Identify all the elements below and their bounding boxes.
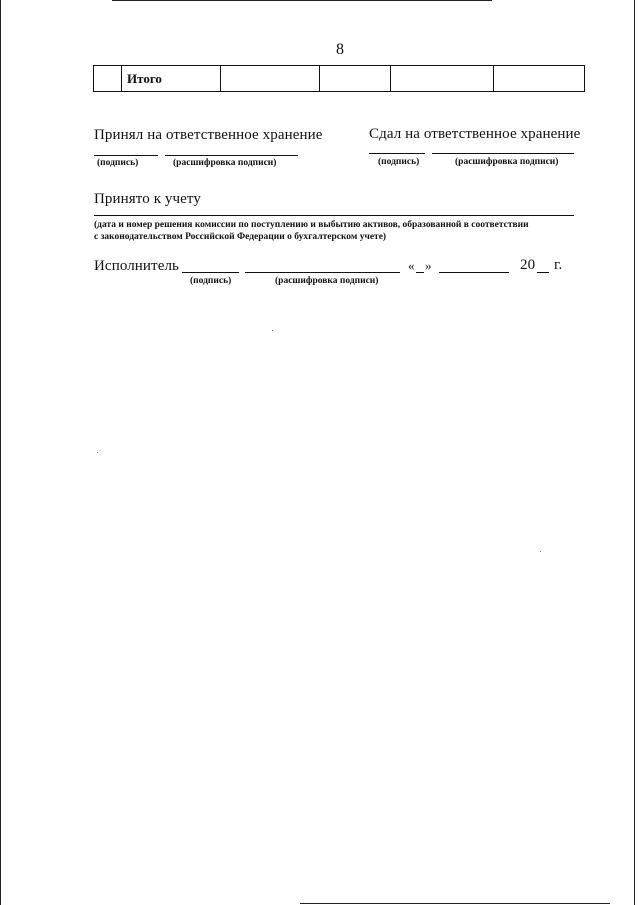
table-row (94, 66, 585, 92)
totals-label: Итого (122, 66, 221, 92)
accepted-signature-line (94, 155, 158, 156)
handed-storage-heading: Сдал на ответственное хранение (369, 126, 581, 142)
table-cell-index (94, 66, 122, 92)
date-year-prefix: 20 (520, 257, 536, 273)
scan-edge-bottom (300, 903, 610, 904)
totals-table (93, 65, 585, 92)
accounting-heading: Принято к учету (94, 191, 201, 207)
scan-speck (540, 551, 541, 552)
date-quote-close: » (425, 258, 432, 273)
date-day-line (416, 272, 424, 273)
scan-edge-left (0, 0, 1, 905)
handed-signature-line (369, 153, 425, 154)
date-year-suffix: г. (554, 257, 563, 273)
scan-speck (272, 330, 273, 331)
scan-speck (97, 452, 98, 453)
accepted-decoding-line (165, 155, 298, 156)
handed-decoding-line (432, 153, 574, 154)
table-cell (221, 66, 320, 92)
handed-signature-label: (подпись) (378, 157, 420, 167)
executor-signature-line (182, 272, 239, 273)
table-cell (320, 66, 391, 92)
accepted-signature-label: (подпись) (97, 158, 139, 168)
scan-edge-top (112, 0, 492, 1)
executor-decoding-label: (расшифровка подписи) (275, 276, 379, 286)
table-cell (494, 66, 585, 92)
table-cell (391, 66, 494, 92)
date-month-line (439, 272, 509, 273)
date-quote-open: « (408, 258, 415, 273)
accounting-decision-line (94, 215, 574, 216)
executor-decoding-line (245, 272, 400, 273)
executor-signature-label: (подпись) (190, 276, 232, 286)
accepted-decoding-label: (расшифровка подписи) (173, 158, 277, 168)
handed-decoding-label: (расшифровка подписи) (455, 157, 559, 167)
accepted-storage-heading: Принял на ответственное хранение (94, 127, 323, 143)
accounting-note-line2: с законодательством Российской Федерации о бухгалтерском учете) (94, 232, 387, 242)
page-number: 8 (336, 41, 344, 58)
accounting-note-line1: (дата и номер решения комиссии по поступлению и выбытию активов, образованной в соответствии (94, 220, 529, 230)
executor-label: Исполнитель (94, 258, 179, 274)
date-year-line (537, 272, 549, 273)
scan-edge-right (634, 0, 635, 905)
